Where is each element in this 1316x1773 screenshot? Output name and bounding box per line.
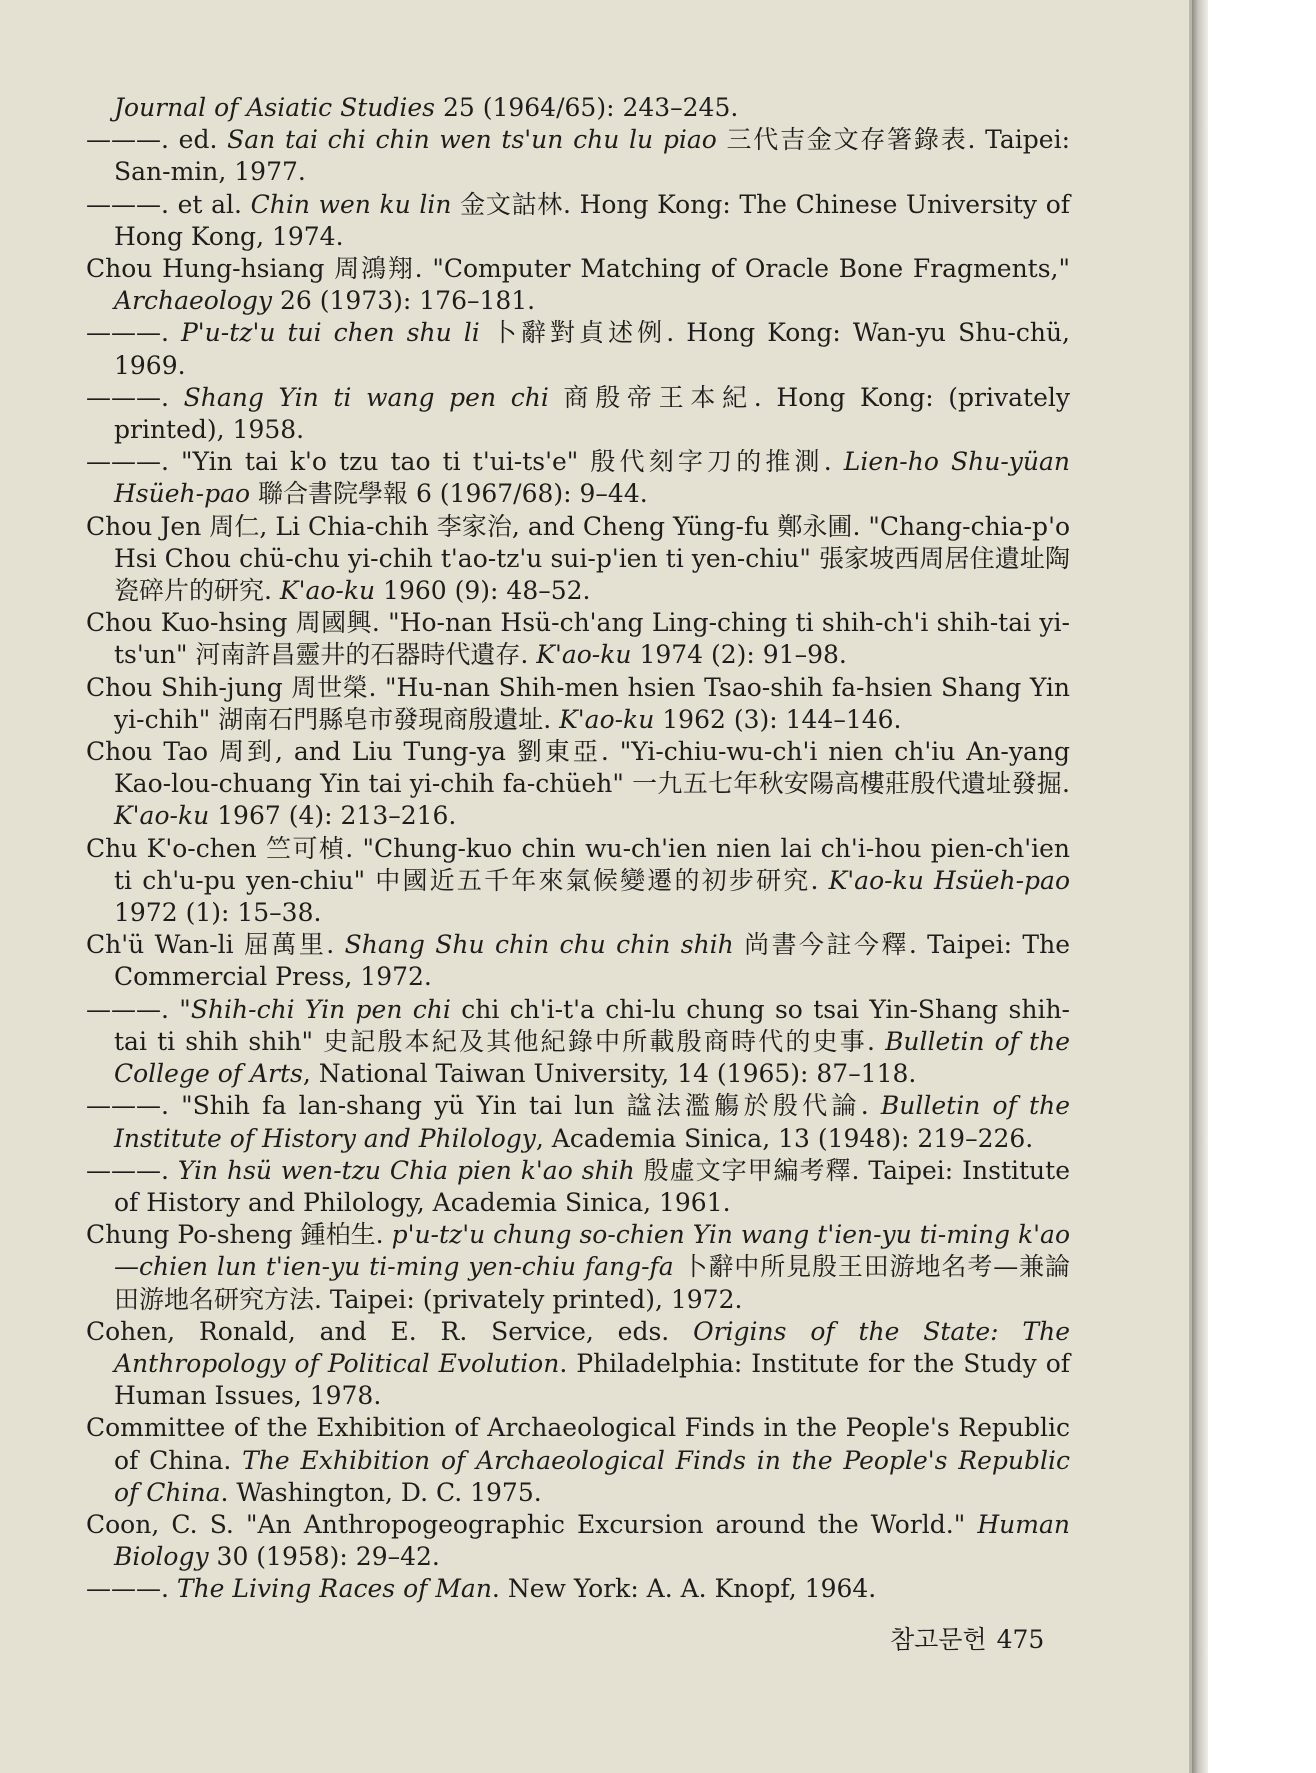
bibliography-entry [86,317,1070,381]
bibliography-entry [86,1316,1070,1413]
entry-text: 1974 (2): 91–98. [631,640,847,670]
entry-text: 尚書今註今釋. Taipei: The Commercial Press, 1972. [114,930,1070,992]
entry-title: The Exhibition of Archaeological Finds in the People's Republic of China [114,1445,1070,1507]
entry-text: 殷虛文字甲編考釋. Taipei: Institute of History and Philology, Academia Sinica, 1961. [114,1155,1070,1217]
entry-text: , National Taiwan University, 14 (1965): 87–118. [302,1059,917,1089]
bibliography-entry [86,1412,1070,1509]
bibliography-entry [86,1155,1070,1219]
entry-text: 1972 (1): 15–38. [114,898,322,928]
entry-text: ———. [86,1155,178,1185]
bibliography-entry [86,446,1070,510]
entry-text: Coon, C. S. "An Anthropogeographic Excursion around the World." [86,1509,978,1539]
entry-text: ———. ed. [86,125,228,155]
entry-title: Journal of Asiatic Studies [114,93,435,122]
entry-text: 卜辭中所見殷王田游地名考—兼論田游地名研究方法. Taipei: (privately printed), 1972. [114,1252,1070,1314]
entry-text: Chou Jen 周仁, Li Chia-chih 李家治, and Cheng Yüng-fu 鄭永圃. "Chang-chia-p'o Hsi Chou chü-chu yi-chih t'ao-tz'u sui-p'ien ti yen-chiu" 張家坡西周居住遺址陶瓷碎片的研究. [86,511,1070,606]
entry-text: . Washington, D. C. 1975. [220,1477,542,1507]
bibliography-entry [86,92,1070,124]
entry-text: ———. "Shih fa lan-shang yü Yin tai lun 諡法濫觴於殷代論. [86,1091,881,1121]
running-footer-section: 참고문헌 [890,1625,987,1654]
entry-title: Archaeology [114,286,273,316]
bibliography-entry [86,124,1070,188]
entry-text: ———. " [86,994,191,1024]
entry-text: ———. "Yin tai k'o tzu tao ti t'ui-ts'e" 殷代刻字刀的推測. [86,447,844,477]
entry-title: p'u-tz'u chung so-chien Yin wang t'ien-yu ti-ming k'ao—chien lun t'ien-yu ti-ming yen-chiu fang-fa [114,1220,1070,1282]
entry-title: K'ao-ku [114,801,210,831]
entry-text: ———. [86,318,181,348]
page-edge [1192,0,1208,1773]
entry-text: Chu K'o-chen 竺可楨. "Chung-kuo chin wu-ch'ien nien lai ch'i-hou pien-ch'ien ti ch'u-pu yen-chiu" 中國近五千年來氣候變遷的初步研究. [86,833,1070,895]
entry-text: ———. [86,382,184,412]
entry-text: Ch'ü Wan-li 屈萬里. [86,930,345,960]
entry-title: Origins of the State: The Anthropology of Political Evolution [114,1316,1070,1378]
entry-text: ———. [86,1574,177,1604]
bibliography-entry [86,1219,1070,1316]
entry-title: The Living Races of Man [176,1574,492,1604]
entry-text: Chou Tao 周到, and Liu Tung-ya 劉東亞. "Yi-chiu-wu-ch'i nien ch'iu An-yang Kao-lou-chuang Yin tai yi-chih fa-chüeh" 一九五七年秋安陽高樓莊殷代遺址發掘. [86,737,1070,799]
bibliography-entry [86,994,1070,1091]
bibliography-list [86,92,1070,1606]
entry-text: 1960 (9): 48–52. [375,576,591,606]
entry-text: Committee of the Exhibition of Archaeological Finds in the People's Republic of China. [86,1413,1070,1475]
entry-title: P'u-tz'u tui chen shu li [180,318,480,348]
entry-title: K'ao-ku [279,576,376,606]
bibliography-entry [86,382,1070,446]
entry-title: Shang Shu chin chu chin shih [344,930,734,960]
bibliography-entry [86,1573,1070,1605]
entry-text: 30 (1958): 29–42. [208,1542,440,1572]
page-footer [890,1620,1044,1656]
entry-title: K'ao-ku Hsüeh-pao [828,865,1070,895]
entry-title: Yin hsü wen-tzu Chia pien k'ao shih [177,1155,635,1185]
page-number: 475 [996,1625,1045,1654]
bibliography-entry [86,833,1070,930]
entry-text: Chou Shih-jung 周世榮. "Hu-nan Shih-men hsien Tsao-shih fa-hsien Shang Yin yi-chih" 湖南石門縣皂市發現商殷遺址. [86,672,1070,734]
entry-text: 商殷帝王本紀. Hong Kong: (privately printed), 1958. [114,382,1070,445]
bibliography-entry [86,607,1070,671]
bibliography-entry [86,253,1070,317]
bibliography-entry [86,1509,1070,1573]
entry-title: Bulletin of the Institute of History and Philology [114,1091,1070,1153]
entry-title: San tai chi chin wen ts'un chu lu piao [227,125,717,155]
entry-title: Chin wen ku lin [250,189,452,219]
entry-text: chi ch'i-t'a chi-lu chung so tsai Yin-Shang shih-tai ti shih shih" 史記殷本紀及其他紀錄中所載殷商時代的史事. [114,994,1070,1056]
entry-text: ———. et al. [86,189,251,219]
entry-text: Cohen, Ronald, and E. R. Service, eds. [86,1316,694,1346]
entry-title: K'ao-ku [559,704,655,734]
bibliography-entry [86,1090,1070,1154]
entry-title: K'ao-ku [536,640,632,670]
entry-text: 25 (1964/65): 243–245. [435,93,739,122]
entry-title: Shang Yin ti wang pen chi [183,382,549,412]
entry-title: Lien-ho Shu-yüan Hsüeh-pao [114,447,1071,509]
entry-text: , Academia Sinica, 13 (1948): 219–226. [535,1123,1034,1153]
entry-text: 三代吉金文存箸錄表. Taipei: San-min, 1977. [114,125,1071,187]
bibliography-entry [86,672,1070,736]
entry-text: . Philadelphia: Institute for the Study of Human Issues, 1978. [114,1348,1070,1411]
bibliography-entry [86,929,1070,993]
entry-text: 1967 (4): 213–216. [209,801,457,831]
entry-text: 聯合書院學報 6 (1967/68): 9–44. [250,479,648,509]
bibliography-entry [86,189,1070,253]
bibliography-entry [86,511,1070,608]
entry-text: 1962 (3): 144–146. [654,704,902,734]
entry-title: Shih-chi Yin pen chi [190,994,451,1024]
entry-title: Human Biology [114,1509,1070,1572]
entry-text: Chung Po-sheng 鍾柏生. [86,1220,392,1250]
bibliography-entry [86,736,1070,833]
entry-text: 金文詁林. Hong Kong: The Chinese University of Hong Kong, 1974. [114,189,1070,251]
entry-text: Chou Hung-hsiang 周鴻翔. "Computer Matching of Oracle Bone Fragments," [86,254,1070,284]
entry-text: . New York: A. A. Knopf, 1964. [491,1574,877,1604]
entry-text: Chou Kuo-hsing 周國興. "Ho-nan Hsü-ch'ang Ling-ching ti shih-ch'i shih-tai yi-ts'un" 河南許昌靈井的石器時代遺存. [86,608,1070,670]
entry-text: 卜辭對貞述例. Hong Kong: Wan-yu Shu-chü, 1969. [114,318,1070,380]
entry-title: Bulletin of the College of Arts [114,1026,1070,1089]
entry-text: 26 (1973): 176–181. [272,286,536,316]
